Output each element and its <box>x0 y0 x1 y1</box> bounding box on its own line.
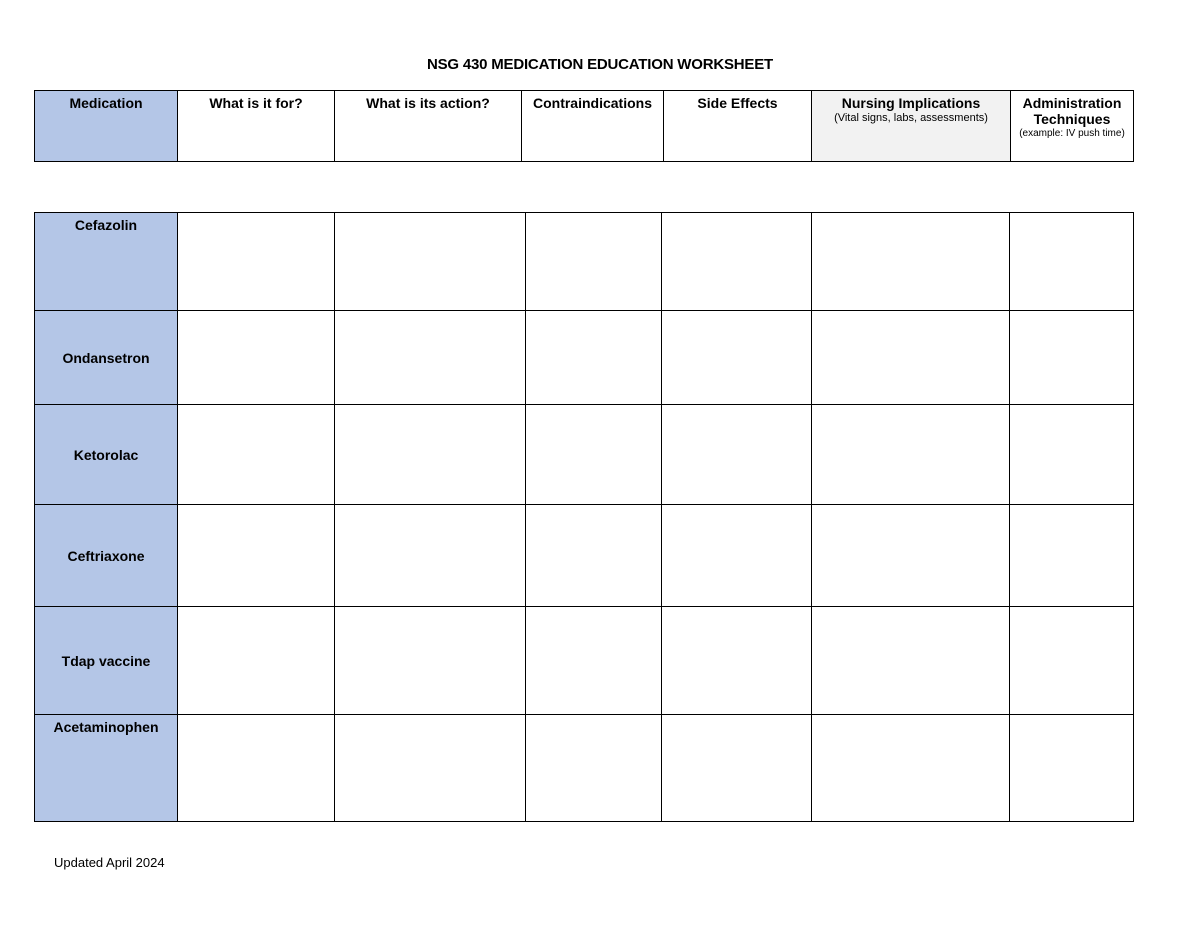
footer-updated-date: Updated April 2024 <box>54 855 165 870</box>
entry-cell[interactable] <box>812 715 1010 822</box>
page-title: NSG 430 MEDICATION EDUCATION WORKSHEET <box>426 56 774 73</box>
entry-cell[interactable] <box>1010 607 1134 715</box>
entry-cell[interactable] <box>178 505 335 607</box>
entry-cell[interactable] <box>1010 505 1134 607</box>
entry-cell[interactable] <box>335 715 526 822</box>
entry-cell[interactable] <box>178 213 335 311</box>
entry-cell[interactable] <box>335 213 526 311</box>
entry-cell[interactable] <box>526 715 662 822</box>
entry-cell[interactable] <box>1010 213 1134 311</box>
entry-cell[interactable] <box>178 405 335 505</box>
medication-cell-cefazolin: Cefazolin <box>35 213 178 311</box>
header-row <box>35 91 1134 162</box>
entry-cell[interactable] <box>335 311 526 405</box>
entry-cell[interactable] <box>1010 311 1134 405</box>
entry-cell[interactable] <box>662 715 812 822</box>
entry-cell[interactable] <box>178 715 335 822</box>
header-table <box>34 90 1134 162</box>
entry-cell[interactable] <box>812 405 1010 505</box>
table-row <box>35 505 1134 607</box>
table-row <box>35 405 1134 505</box>
medication-table <box>34 212 1134 822</box>
header-action: What is its action? <box>335 91 522 162</box>
medication-cell-ondansetron: Ondansetron <box>35 311 178 405</box>
entry-cell[interactable] <box>335 405 526 505</box>
entry-cell[interactable] <box>1010 405 1134 505</box>
entry-cell[interactable] <box>662 607 812 715</box>
table-row <box>35 311 1134 405</box>
entry-cell[interactable] <box>662 405 812 505</box>
header-medication: Medication <box>35 91 178 162</box>
entry-cell[interactable] <box>812 505 1010 607</box>
entry-cell[interactable] <box>812 607 1010 715</box>
medication-cell-acetaminophen: Acetaminophen <box>35 715 178 822</box>
entry-cell[interactable] <box>526 311 662 405</box>
entry-cell[interactable] <box>335 505 526 607</box>
header-contraindications: Contraindications <box>522 91 664 162</box>
entry-cell[interactable] <box>335 607 526 715</box>
header-side-effects: Side Effects <box>664 91 812 162</box>
entry-cell[interactable] <box>526 607 662 715</box>
entry-cell[interactable] <box>812 213 1010 311</box>
entry-cell[interactable] <box>812 311 1010 405</box>
table-row <box>35 213 1134 311</box>
entry-cell[interactable] <box>526 405 662 505</box>
medication-cell-ketorolac: Ketorolac <box>35 405 178 505</box>
entry-cell[interactable] <box>526 213 662 311</box>
header-administration: Administration Techniques (example: IV push time) <box>1011 91 1134 162</box>
entry-cell[interactable] <box>1010 715 1134 822</box>
entry-cell[interactable] <box>662 505 812 607</box>
entry-cell[interactable] <box>178 311 335 405</box>
entry-cell[interactable] <box>526 505 662 607</box>
table-row <box>35 607 1134 715</box>
entry-cell[interactable] <box>662 311 812 405</box>
header-nursing-implications: Nursing Implications (Vital signs, labs, assessments) <box>812 91 1011 162</box>
medication-cell-tdap-vaccine: Tdap vaccine <box>35 607 178 715</box>
header-what-for: What is it for? <box>178 91 335 162</box>
medication-cell-ceftriaxone: Ceftriaxone <box>35 505 178 607</box>
table-row <box>35 715 1134 822</box>
entry-cell[interactable] <box>662 213 812 311</box>
entry-cell[interactable] <box>178 607 335 715</box>
